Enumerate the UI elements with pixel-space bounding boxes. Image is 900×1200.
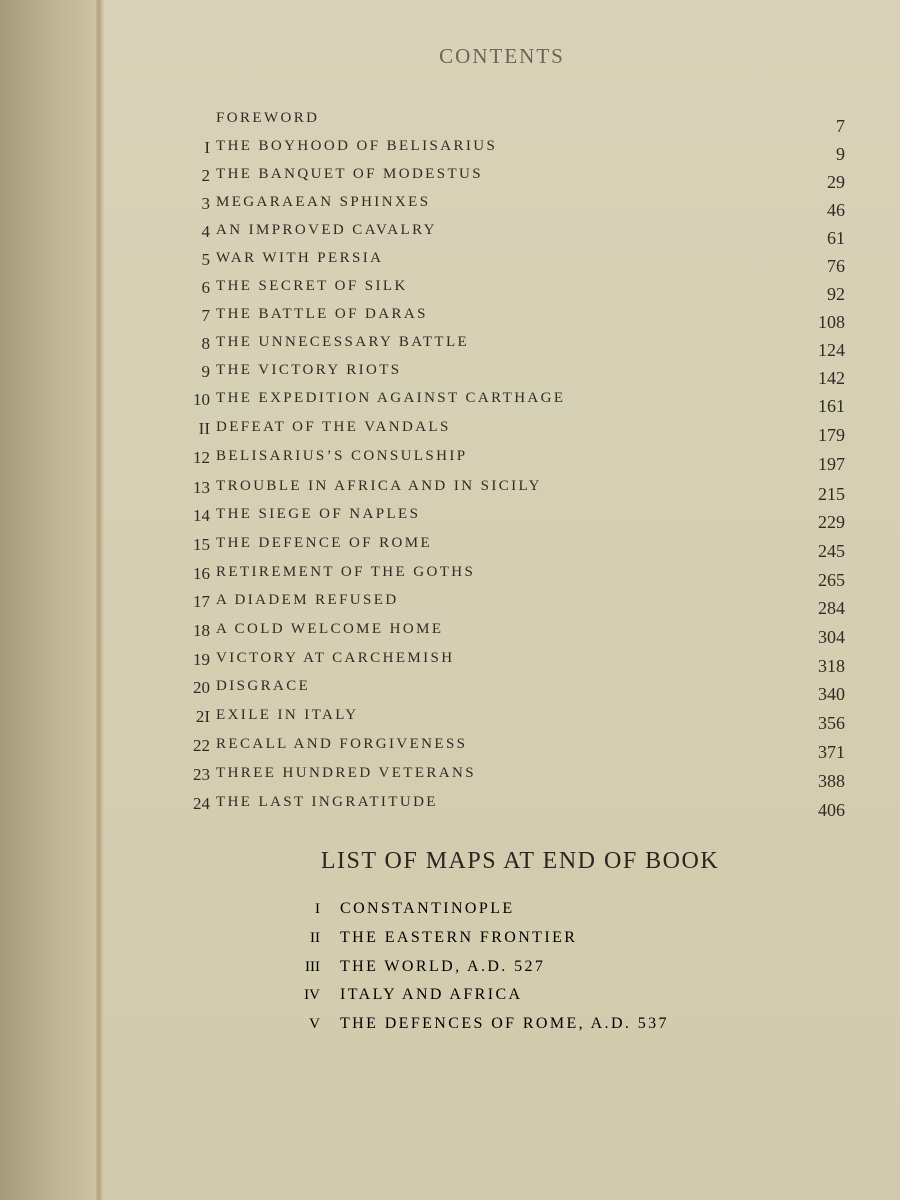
page-number: 197: [818, 454, 845, 474]
map-number: IV: [304, 987, 320, 1003]
page-number: 356: [818, 713, 845, 733]
page-number: 108: [818, 312, 845, 332]
page-number: 371: [818, 742, 845, 762]
toc-entry: [160, 250, 845, 278]
page-number: 161: [818, 396, 845, 416]
page-number: 215: [818, 484, 845, 504]
page-number: 46: [827, 200, 845, 220]
toc-entry: [160, 448, 845, 476]
chapter-number: 10: [193, 390, 210, 409]
map-number: III: [305, 959, 320, 975]
page-number: 124: [818, 340, 845, 360]
chapter-number: 4: [201, 222, 210, 241]
page-number: 92: [827, 284, 845, 304]
chapter-number: 7: [201, 306, 210, 325]
chapter-title: THE SIEGE OF NAPLES: [216, 506, 421, 522]
chapter-number: 14: [193, 506, 210, 525]
chapter-title: EXILE IN ITALY: [216, 707, 359, 723]
map-number: V: [309, 1016, 320, 1032]
page-number: 76: [827, 256, 845, 276]
chapter-title: TROUBLE IN AFRICA AND IN SICILY: [216, 478, 542, 494]
toc-entry: [160, 362, 845, 390]
chapter-title: AN IMPROVED CAVALRY: [216, 222, 437, 238]
chapter-title: DISGRACE: [216, 678, 311, 694]
map-title: THE WORLD, A.D. 527: [340, 958, 546, 975]
toc-entry: [160, 478, 845, 506]
chapter-title: THE EXPEDITION AGAINST CARTHAGE: [216, 390, 566, 406]
toc-entry: [160, 278, 845, 306]
chapter-title: MEGARAEAN SPHINXES: [216, 194, 431, 210]
chapter-number: 19: [193, 650, 210, 669]
toc-entry: [160, 306, 845, 334]
page-number: 340: [818, 684, 845, 704]
contents-heading: CONTENTS: [439, 44, 565, 68]
chapter-number: I: [204, 138, 210, 157]
chapter-title: RECALL AND FORGIVENESS: [216, 736, 468, 752]
chapter-number: 20: [193, 678, 210, 697]
page-number: 304: [818, 627, 845, 647]
toc-entry: [160, 736, 845, 764]
map-title: THE DEFENCES OF ROME, A.D. 537: [340, 1015, 669, 1032]
page-number: 318: [818, 656, 845, 676]
map-title: THE EASTERN FRONTIER: [340, 929, 578, 946]
map-entry: [280, 986, 780, 1012]
toc-entry: [160, 765, 845, 793]
chapter-number: II: [198, 419, 210, 438]
chapter-number: 13: [193, 478, 210, 497]
toc-entry: [160, 794, 845, 822]
chapter-title: FOREWORD: [216, 110, 320, 126]
toc-entry: [160, 390, 845, 418]
toc-entry: [160, 650, 845, 678]
toc-entry: [160, 506, 845, 534]
page-number: 229: [818, 512, 845, 532]
chapter-number: 23: [193, 765, 210, 784]
page-number: 29: [827, 172, 845, 192]
chapter-number: 5: [201, 250, 210, 269]
map-entry: [280, 1015, 780, 1041]
toc-entry: [160, 222, 845, 250]
chapter-title: THE LAST INGRATITUDE: [216, 794, 438, 810]
toc-entry: [160, 707, 845, 735]
page-number: 388: [818, 771, 845, 791]
page-number: 265: [818, 570, 845, 590]
page-number: 179: [818, 425, 845, 445]
chapter-title: DEFEAT OF THE VANDALS: [216, 419, 451, 435]
toc-entry: [160, 564, 845, 592]
chapter-title: THE UNNECESSARY BATTLE: [216, 334, 470, 350]
page-number: 9: [836, 144, 845, 164]
map-entry: [280, 929, 780, 955]
maps-heading: LIST OF MAPS AT END OF BOOK: [320, 848, 720, 874]
chapter-number: 18: [193, 621, 210, 640]
toc-entry: [160, 194, 845, 222]
chapter-title: THREE HUNDRED VETERANS: [216, 765, 477, 781]
chapter-number: 6: [201, 278, 210, 297]
toc-entry: [160, 419, 845, 447]
chapter-title: THE SECRET OF SILK: [216, 278, 408, 294]
chapter-title: VICTORY AT CARCHEMISH: [216, 650, 455, 666]
page-number: 245: [818, 541, 845, 561]
chapter-number: 2I: [195, 707, 210, 726]
chapter-number: 16: [193, 564, 210, 583]
page-number: 142: [818, 368, 845, 388]
map-title: CONSTANTINOPLE: [340, 900, 515, 917]
page-number: 61: [827, 228, 845, 248]
page-number: 7: [836, 116, 845, 136]
chapter-title: THE DEFENCE OF ROME: [216, 535, 433, 551]
chapter-title: A COLD WELCOME HOME: [216, 621, 444, 637]
toc-entry: [160, 110, 845, 138]
chapter-title: WAR WITH PERSIA: [216, 250, 384, 266]
chapter-number: 22: [193, 736, 210, 755]
toc-entry: [160, 138, 845, 166]
map-entry: [280, 958, 780, 984]
chapter-title: A DIADEM REFUSED: [216, 592, 399, 608]
chapter-number: 3: [201, 194, 210, 213]
map-number: II: [310, 930, 320, 946]
chapter-number: 24: [193, 794, 210, 813]
page-number: 406: [818, 800, 845, 820]
toc-entry: [160, 678, 845, 706]
toc-entry: [160, 166, 845, 194]
chapter-number: 8: [201, 334, 210, 353]
chapter-number: 17: [193, 592, 210, 611]
page-number: 284: [818, 598, 845, 618]
map-title: ITALY AND AFRICA: [340, 986, 523, 1003]
toc-entry: [160, 621, 845, 649]
chapter-number: 2: [201, 166, 210, 185]
toc-entry: [160, 592, 845, 620]
chapter-title: BELISARIUS’S CONSULSHIP: [216, 448, 468, 464]
toc-entry: [160, 334, 845, 362]
toc-entry: [160, 535, 845, 563]
chapter-title: THE BATTLE OF DARAS: [216, 306, 428, 322]
chapter-number: 9: [201, 362, 210, 381]
chapter-number: 12: [193, 448, 210, 467]
map-entry: [280, 900, 780, 926]
chapter-title: THE BANQUET OF MODESTUS: [216, 166, 484, 182]
chapter-number: 15: [193, 535, 210, 554]
chapter-title: THE BOYHOOD OF BELISARIUS: [216, 138, 498, 154]
chapter-title: THE VICTORY RIOTS: [216, 362, 402, 378]
chapter-title: RETIREMENT OF THE GOTHS: [216, 564, 476, 580]
map-number: I: [315, 901, 320, 917]
